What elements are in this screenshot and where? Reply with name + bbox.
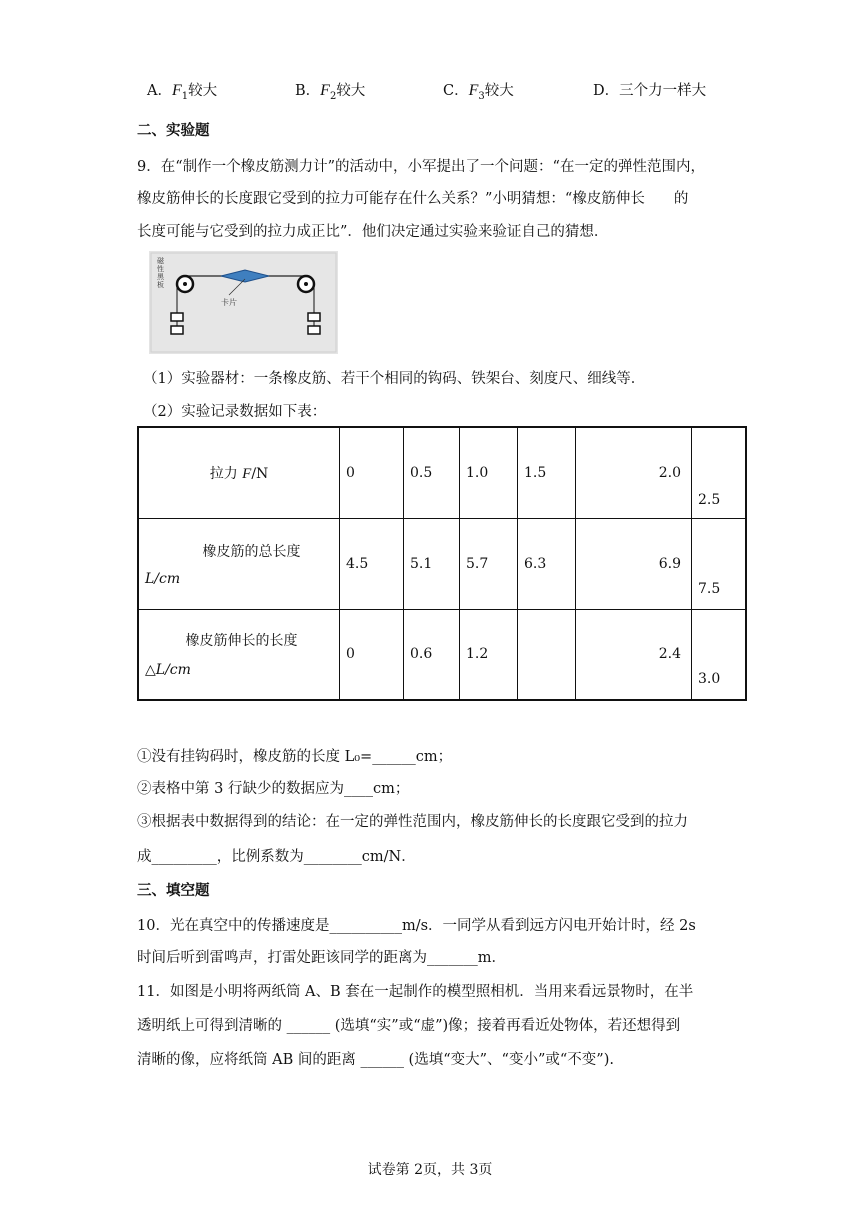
table-cell: 5.1 [404,518,460,609]
option-a-text: 较大 [188,83,218,99]
option-c-sub: 3 [478,90,485,102]
row-header-extension [138,609,340,700]
row-header-force [138,427,340,518]
q9-item1: （1）实验器材：一条橡皮筋、若干个相同的钩码、铁架台、刻度尺、细线等． [143,371,646,387]
section-title-fill: 三、填空题 [137,882,210,899]
header-var: F [242,465,252,482]
option-b-label: B． [295,83,321,99]
header-text: 拉力 [209,465,243,482]
q9-sub1: ①没有挂钩码时，橡皮筋的长度 L₀=______cm； [137,749,453,765]
option-b [295,79,365,102]
experiment-figure [149,251,338,354]
table-cell: 0 [340,609,404,700]
option-d-label: D． [593,83,620,99]
table-row [138,427,746,518]
header-text: 橡皮筋伸长的长度 [185,633,298,650]
q9-line3: 长度可能与它受到的拉力成正比”．他们决定通过实验来验证自己的猜想． [137,224,609,240]
option-b-sub: 2 [329,90,337,102]
section-title-experiment: 二、实验题 [137,122,210,139]
option-a-label: A． [147,83,172,99]
table-row [138,518,746,609]
table-cell: 3.0 [692,609,747,700]
left-weight-icon [171,313,183,321]
q11-line1: 11．如图是小明将两纸筒 A、B 套在一起制作的模型照相机．当用来看远景物时，在半 [137,984,694,1000]
clip-label: 卡片 [221,298,237,307]
table-cell: 0.6 [404,609,460,700]
table-cell: 5.7 [460,518,518,609]
table-cell: 7.5 [692,518,747,609]
option-c-label: C． [443,83,469,99]
board-label: 磁性黑板 [157,257,164,289]
table-cell: 0 [340,427,404,518]
table-row [138,609,746,700]
table-cell: 0.5 [404,427,460,518]
table-cell: 4.5 [340,518,404,609]
pulley-diagram [149,251,338,354]
q11-line3: 清晰的像，应将纸筒 AB 间的距离 ______ (选填“变大”、“变小”或“不变”). [137,1052,614,1068]
option-a-sub: 1 [181,90,189,102]
table-cell: 1.0 [460,427,518,518]
row-header-total-length [138,518,340,609]
option-a-var: F [171,82,182,99]
option-d [593,79,706,100]
table-cell: 2.5 [692,427,747,518]
option-c-text: 较大 [484,83,514,99]
option-a [147,79,217,102]
option-c [443,79,514,102]
header-unit: /N [251,465,269,482]
q9-item2: （2）实验记录数据如下表： [143,404,327,420]
page-footer: 试卷第 2页，共 3页 [367,1162,493,1178]
q9-line2: 橡皮筋伸长的长度跟它受到的拉力可能存在什么关系？”小明猜想：“橡皮筋伸长 的 [137,191,689,207]
right-weight-icon [308,313,320,321]
q9-sub3: ③根据表中数据得到的结论：在一定的弹性范围内，橡皮筋伸长的长度跟它受到的拉力 [137,814,688,830]
q9-sub2: ②表格中第 3 行缺少的数据应为____cm； [137,781,410,797]
table-cell-empty [518,609,576,700]
header-unit: L/cm [145,570,181,587]
q9-sub3b: 成_________，比例系数为________cm/N． [137,849,416,865]
table-cell: 1.2 [460,609,518,700]
q9-line1: 9．在“制作一个橡皮筋测力计”的活动中，小军提出了一个问题：“在一定的弹性范围内， [137,159,705,175]
header-unit: △L/cm [145,662,191,679]
option-d-text: 三个力一样大 [619,83,707,99]
table-cell: 6.3 [518,518,576,609]
option-b-var: F [320,82,330,99]
q10-line1: 10．光在真空中的传播速度是__________m/s．一同学从看到远方闪电开始计时，经 2s [137,918,696,934]
header-text: 橡皮筋的总长度 [202,543,301,560]
table-cell: 2.0 [576,427,692,518]
table-cell: 2.4 [576,609,692,700]
table-cell: 1.5 [518,427,576,518]
data-table [137,426,747,701]
option-c-var: F [468,82,479,99]
q11-line2: 透明纸上可得到清晰的 ______ (选填“实”或“虚”)像；接着再看近处物体，若还想得到 [137,1018,681,1034]
table-cell: 6.9 [576,518,692,609]
option-b-text: 较大 [336,83,366,99]
q10-line2: 时间后听到雷鸣声，打雷处距该同学的距离为_______m． [137,950,506,966]
